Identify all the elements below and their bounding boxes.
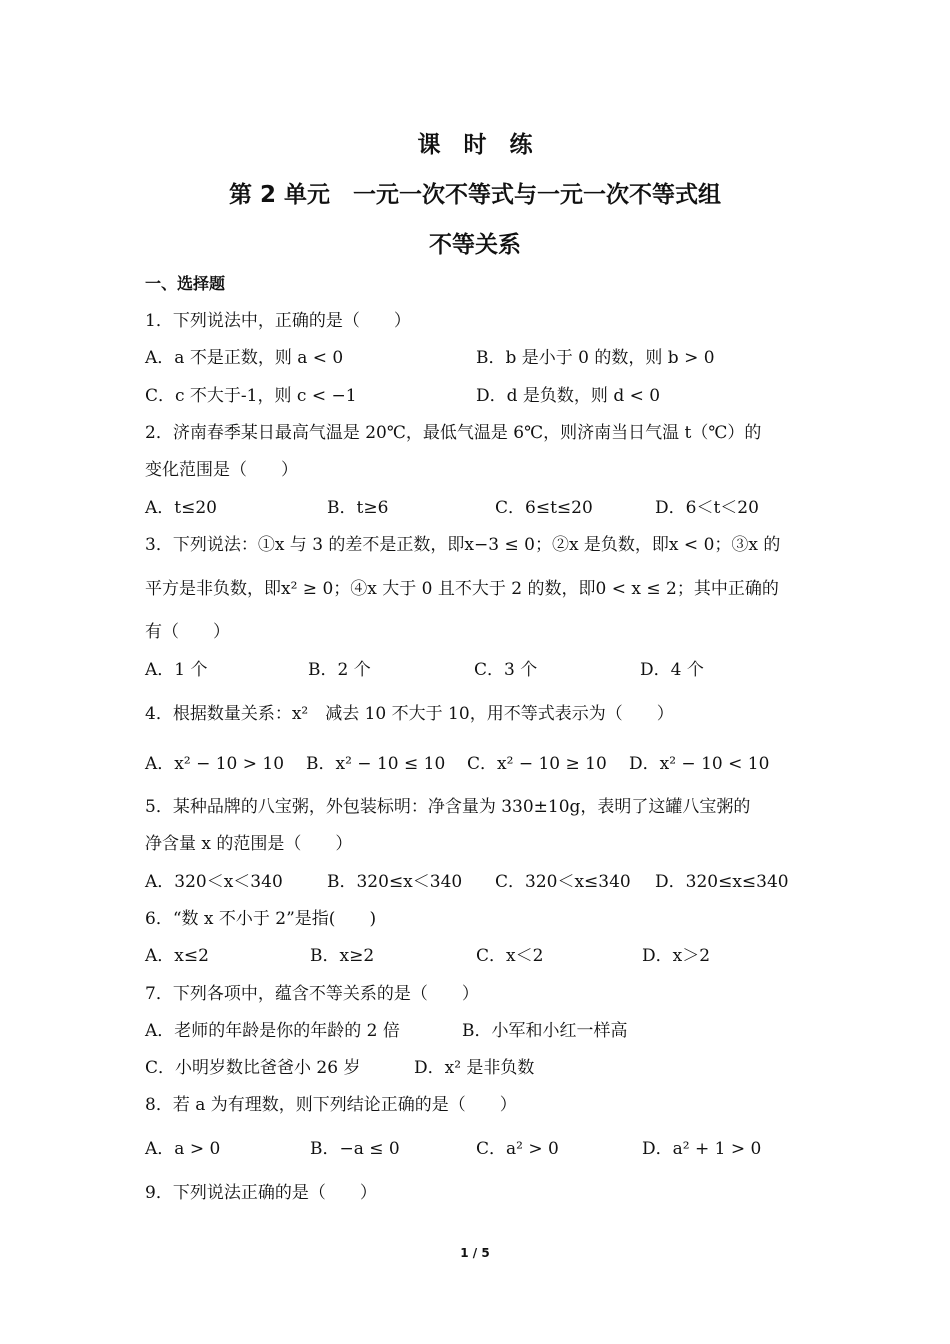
question-5-option-d: D．320≤x≤340: [655, 872, 789, 892]
question-5-option-b: B．320≤x＜340: [327, 872, 463, 892]
question-2-option-c: C．6≤t≤20: [495, 498, 593, 518]
question-3-stem-line-1: 3．下列说法：①x 与 3 的差不是正数，即x−3 ≤ 0；②x 是负数，即x < 0；③x 的: [145, 535, 781, 555]
question-6-stem: 6．“数 x 不小于 2”是指( ): [145, 909, 377, 929]
question-8-option-a: A．a > 0: [145, 1139, 221, 1159]
question-1-stem: 1．下列说法中，正确的是（ ）: [145, 311, 411, 331]
question-7-stem: 7．下列各项中，蕴含不等关系的是（ ）: [145, 984, 479, 1004]
question-5-option-c: C．320＜x≤340: [495, 872, 631, 892]
question-4-stem: 4．根据数量关系：x² 减去 10 不大于 10，用不等式表示为（ ）: [145, 704, 674, 724]
question-3-option-b: B．2 个: [308, 660, 371, 680]
question-6-option-a: A．x≤2: [145, 946, 209, 966]
question-3-option-c: C．3 个: [474, 660, 538, 680]
question-2-stem-line-2: 变化范围是（ ）: [145, 460, 298, 480]
question-1-option-d: D．d 是负数，则 d < 0: [476, 386, 661, 406]
question-9-stem: 9．下列说法正确的是（ ）: [145, 1183, 377, 1203]
question-6-option-d: D．x＞2: [642, 946, 711, 966]
question-3-stem-line-3: 有（ ）: [145, 622, 230, 642]
question-8-option-d: D．a² + 1 > 0: [642, 1139, 762, 1159]
question-4-option-c: C．x² − 10 ≥ 10: [467, 754, 607, 774]
question-2-stem-line-1: 2．济南春季某日最高气温是 20℃，最低气温是 6℃，则济南当日气温 t（℃）的: [145, 423, 762, 443]
question-2-option-d: D．6＜t＜20: [655, 498, 759, 518]
page-number: 1 / 5: [460, 1246, 490, 1260]
question-3-stem-line-2: 平方是非负数，即x² ≥ 0；④x 大于 0 且不大于 2 的数，即0 < x ≤ 2；其中正确的: [145, 579, 779, 599]
question-4-option-a: A．x² − 10 > 10: [145, 754, 285, 774]
lesson-title: 不等关系: [429, 232, 521, 258]
question-7-option-d: D．x² 是非负数: [414, 1058, 535, 1078]
question-7-option-c: C．小明岁数比爸爸小 26 岁: [145, 1058, 361, 1078]
question-5-stem-line-1: 5．某种品牌的八宝粥，外包装标明：净含量为 330±10g，表明了这罐八宝粥的: [145, 797, 751, 817]
question-1-option-c: C．c 不大于-1，则 c < −1: [145, 386, 357, 406]
question-7-option-b: B．小军和小红一样高: [462, 1021, 628, 1041]
question-5-option-a: A．320＜x＜340: [145, 872, 283, 892]
question-6-option-c: C．x＜2: [476, 946, 544, 966]
question-3-option-d: D．4 个: [640, 660, 704, 680]
question-6-option-b: B．x≥2: [310, 946, 375, 966]
question-2-option-b: B．t≥6: [327, 498, 389, 518]
question-7-option-a: A．老师的年龄是你的年龄的 2 倍: [145, 1021, 400, 1041]
question-2-option-a: A．t≤20: [145, 498, 217, 518]
question-8-option-c: C．a² > 0: [476, 1139, 559, 1159]
question-1-option-b: B．b 是小于 0 的数，则 b > 0: [476, 348, 715, 368]
section-heading: 一、选择题: [145, 274, 226, 293]
page-title: 课 时 练: [417, 132, 533, 158]
question-8-stem: 8．若 a 为有理数，则下列结论正确的是（ ）: [145, 1095, 517, 1115]
question-1-option-a: A．a 不是正数，则 a < 0: [145, 348, 344, 368]
question-4-option-d: D．x² − 10 < 10: [629, 754, 770, 774]
question-4-option-b: B．x² − 10 ≤ 10: [306, 754, 446, 774]
question-3-option-a: A．1 个: [145, 660, 208, 680]
question-5-stem-line-2: 净含量 x 的范围是（ ）: [145, 834, 353, 854]
question-8-option-b: B．−a ≤ 0: [310, 1139, 400, 1159]
unit-title: 第 2 单元 一元一次不等式与一元一次不等式组: [228, 182, 722, 208]
